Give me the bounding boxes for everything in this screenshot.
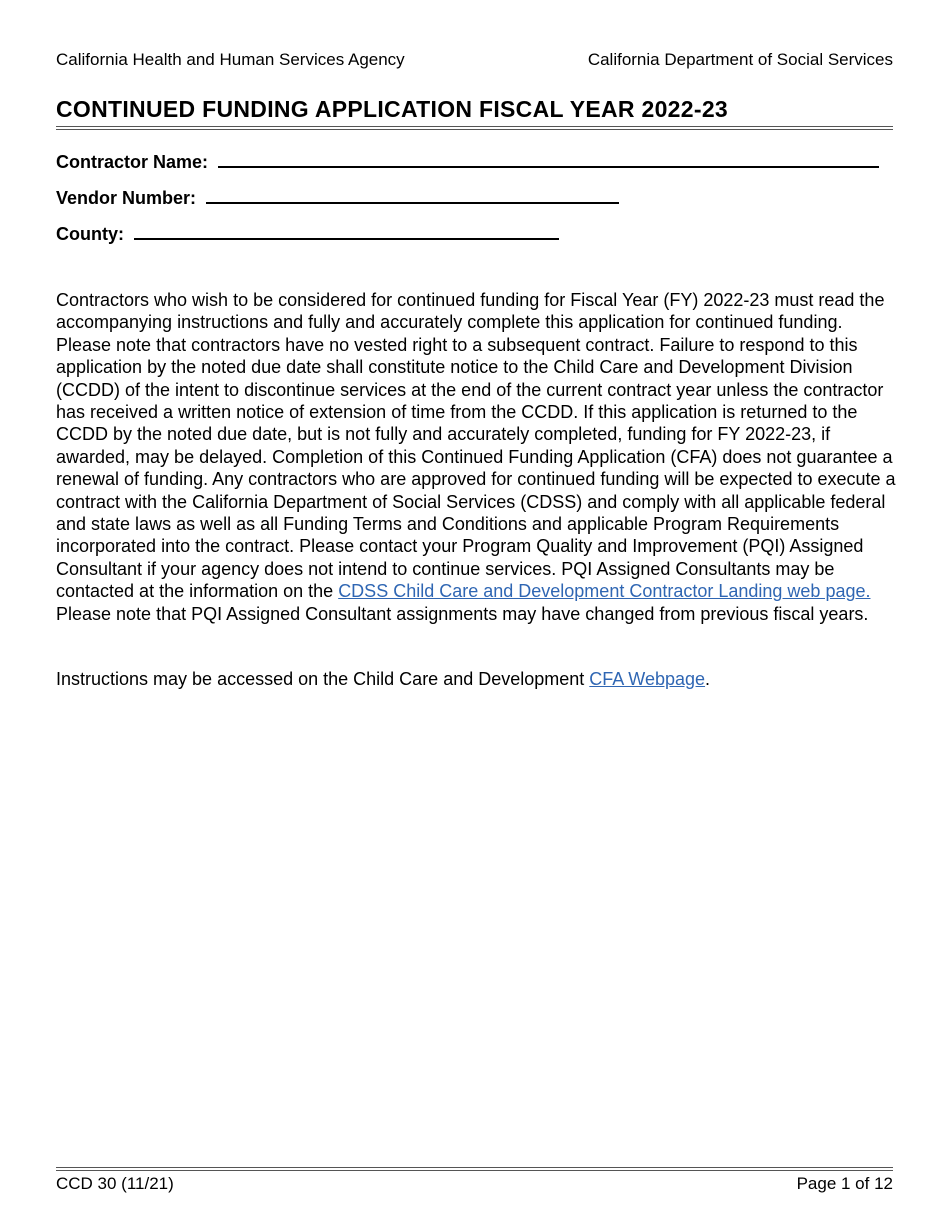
- contractor-name-label: Contractor Name:: [56, 152, 209, 172]
- footer-page-number: Page 1 of 12: [796, 1174, 893, 1193]
- body-paragraph-text: Contractors who wish to be considered for continued funding for Fiscal Year (FY) 2022-23 must read the accompanying instructions and fully and accurately complete this application for continued funding. Please note that contractors have no vested right to a subsequent contract. Failure to respond to this application by the noted due date shall constitute notice to the Child Care and Development Division (CCDD) of the intent to discontinue services at the end of the current contract year unless the contractor has received a written notice of extension of time from the CCDD. If this application is returned to the CCDD by the noted due date, but is not fully and accurately completed, funding for FY 2022-23, if awarded, may be delayed. Completion of this Continued Funding Application (CFA) does not guarantee a renewal of funding. Any contractors who are approved for continued funding will be expected to execute a contract with the California Department of Social Services (CDSS) and comply with all applicable federal and state laws as well as all Funding Terms and Conditions and applicable Program Requirements incorporated into the contract. Please contact your Program Quality and Improvement (PQI) Assigned Consultant if your agency does not intend to continue services. PQI Assigned Consultants may be contacted at the information on the: [56, 290, 896, 602]
- page-title: CONTINUED FUNDING APPLICATION FISCAL YEAR 2022-23: [56, 96, 893, 130]
- contractor-name-input[interactable]: [218, 148, 879, 168]
- body-paragraph: [56, 289, 896, 625]
- county-input[interactable]: [134, 220, 559, 240]
- instructions-tail: .: [705, 669, 711, 689]
- page-footer: [56, 1174, 893, 1194]
- vendor-number-label: Vendor Number:: [56, 188, 197, 208]
- header-agency: California Health and Human Services Agency: [56, 50, 405, 69]
- footer-form-id: CCD 30 (11/21): [56, 1174, 174, 1193]
- header-department: California Department of Social Services: [587, 50, 893, 69]
- footer-divider: [56, 1167, 893, 1171]
- contractor-name-field: [56, 148, 879, 173]
- cfa-webpage-link[interactable]: CFA Webpage: [589, 669, 706, 689]
- vendor-number-field: [56, 184, 619, 209]
- cdss-landing-link[interactable]: CDSS Child Care and Development Contractor Landing web page.: [338, 581, 871, 602]
- county-label: County:: [56, 224, 124, 244]
- instructions-paragraph: [56, 668, 896, 690]
- vendor-number-input[interactable]: [206, 184, 619, 204]
- county-field: [56, 220, 559, 245]
- body-paragraph-tail: Please note that PQI Assigned Consultant assignments may have changed from previous fiscal years.: [56, 603, 869, 624]
- instructions-text: Instructions may be accessed on the Child Care and Development: [56, 669, 590, 689]
- page-header: [56, 50, 893, 70]
